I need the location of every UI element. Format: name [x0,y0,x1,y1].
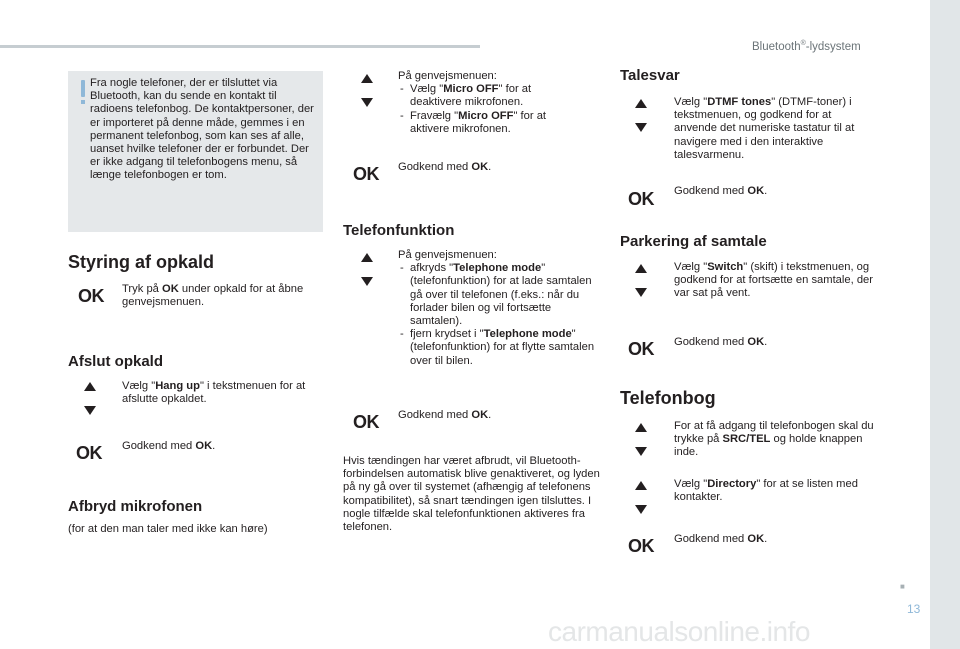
text-part: . [488,409,492,421]
up-down-arrows-icon [634,99,648,133]
header-registered-mark: ® [800,40,806,47]
telefonfunktion-list [398,262,598,368]
ok-icon: OK [628,536,654,556]
text-bold: Switch [707,261,744,273]
text-part: . [212,440,216,452]
page-number: 13 [907,602,921,616]
text-part: " (skift) i tekstmenuen, og godkend for at fortsætte en samtale, der var sat på vent. [674,261,873,300]
text-part: Tryk på [122,283,162,295]
styring-text [122,283,322,309]
text-part: For at få adgang til telefonbogen skal du trykke på [674,420,874,446]
text-part: " i tekstmenuen for at afslutte opkaldet. [122,380,306,406]
text-bold: OK [195,440,213,452]
text-bold: Directory [707,478,757,490]
heading-telefonbog: Telefonbog [620,388,716,408]
text-part: Vælg " [410,83,444,96]
text-part: Godkend med [674,336,748,348]
genvej-label: På genvejsmenuen: [398,249,497,261]
godkend-text [674,533,767,546]
up-down-arrows-icon [634,481,648,515]
list-item [398,262,598,328]
text-part: Vælg " [674,478,708,490]
page-header [752,40,861,53]
heading-talesvar: Talesvar [620,67,680,84]
telefonfunktion-instructions [398,249,598,368]
text-bold: Micro OFF [458,109,514,122]
godkend-text [674,336,767,349]
header-rule [0,45,480,48]
text-bold: Telephone mode [483,328,572,341]
micro-instructions [398,70,578,136]
text-bold: OK [471,161,489,173]
text-bold: OK [747,185,765,197]
text-part: " for at se listen med kontakter. [674,478,858,504]
ok-icon: OK [628,339,654,359]
ok-icon: OK [353,164,379,184]
text-part: Godkend med [398,161,472,173]
afslut-text [122,380,317,406]
header-title-prefix: Bluetooth [752,40,801,53]
info-note [68,71,323,232]
text-part: . [764,336,768,348]
heading-telefonfunktion: Telefonfunktion [343,222,455,239]
page-end-marker: ■ [900,582,905,591]
text-bold: OK [747,533,765,545]
info-note-text: Fra nogle telefoner, der er tilsluttet via Bluetooth, kan du sende en kontakt til radioens telefonbog. De kontaktpersoner, der er importeret på denne måde, gemmes i en permanent telefonbog, som kan ses af alle, uanset hvilke telefoner der er forbundet. Der er ikke adgang til telefonbogens menu, så længe telefonbogen er tom. [90,77,314,182]
dtmf-text [674,96,860,162]
text-part: " (DTMF-toner) i tekstmenuen, og godkend for at anvende det numeriske tastatur til at navigere med i den interaktive talesvarmenu. [674,96,855,161]
text-bold: OK [162,283,179,295]
info-icon [81,80,85,97]
telefonbog-text [674,420,874,460]
text-part: " (telefonfunktion) for at flytte samtalen over til bilen. [410,328,595,367]
text-bold: DTMF tones [707,96,772,108]
page-side-tab [930,0,960,649]
text-part: Vælg " [674,261,708,273]
ok-icon: OK [628,189,654,209]
text-part: Godkend med [674,533,748,545]
watermark: carmanualsonline.info [548,616,810,647]
text-part: Fravælg " [410,109,459,122]
ok-icon: OK [353,412,379,432]
up-down-arrows-icon [360,253,374,287]
godkend-text [674,185,767,198]
text-part: afkryds " [410,262,454,275]
text-bold: Micro OFF [443,83,499,96]
text-part: Vælg " [674,96,708,108]
list-item [398,328,598,368]
heading-parkering-af-samtale: Parkering af samtale [620,233,767,250]
text-part: Vælg " [122,380,156,392]
up-down-arrows-icon [360,74,374,108]
godkend-text [398,409,491,422]
ok-icon: OK [78,286,104,306]
text-bold: SRC/TEL [722,433,771,446]
text-part: " (telefonfunktion) for at lade samtalen gå over til telefonen (f.eks.: når du forlader bilen og vil fortsætte samtalen). [410,262,592,328]
godkend-text [398,161,491,174]
directory-text [674,478,864,504]
list-item [398,110,578,136]
up-down-arrows-icon [634,264,648,298]
heading-afbryd-mikrofonen: Afbryd mikrofonen [68,498,203,515]
heading-afslut-opkald: Afslut opkald [68,353,164,370]
text-part: " for at aktivere mikrofonen. [410,109,547,135]
afbryd-text: (for at den man taler med ikke kan høre) [68,523,268,535]
text-part: Godkend med [398,409,472,421]
text-part: Godkend med [122,440,196,452]
header-title-suffix: -lydsystem [805,40,861,53]
text-part: og holde knappen inde. [674,433,863,459]
text-part: " for at deaktivere mikrofonen. [410,83,532,109]
list-item [398,83,578,109]
text-part: . [764,533,768,545]
text-part: fjern krydset i " [410,328,484,341]
text-part: . [488,161,492,173]
up-down-arrows-icon [634,423,648,457]
text-bold: OK [471,409,489,421]
taending-text: Hvis tændingen har været afbrudt, vil Bluetooth-forbindelsen automatisk blive genaktiveret, og lyden på ny gå over til systemet (afhængig af telefonens kompatibilitet), så snart tændingen igen tilsluttes. I nogle tilfælde skal telefonfunktionen aktiveres fra telefonen. [343,455,600,534]
godkend-text [122,440,215,453]
text-part: Godkend med [674,185,748,197]
text-part: under opkald for at åbne genvejsmenuen. [122,283,304,309]
info-icon-dot [81,100,85,104]
genvej-label: På genvejsmenuen: [398,70,497,82]
up-down-arrows-icon [83,382,97,416]
ok-icon: OK [76,443,102,463]
heading-styring-af-opkald: Styring af opkald [68,252,215,272]
text-bold: Hang up [155,380,200,392]
text-part: . [764,185,768,197]
text-bold: Telephone mode [453,262,542,275]
micro-list [398,83,578,136]
text-bold: OK [747,336,765,348]
switch-text [674,261,874,301]
